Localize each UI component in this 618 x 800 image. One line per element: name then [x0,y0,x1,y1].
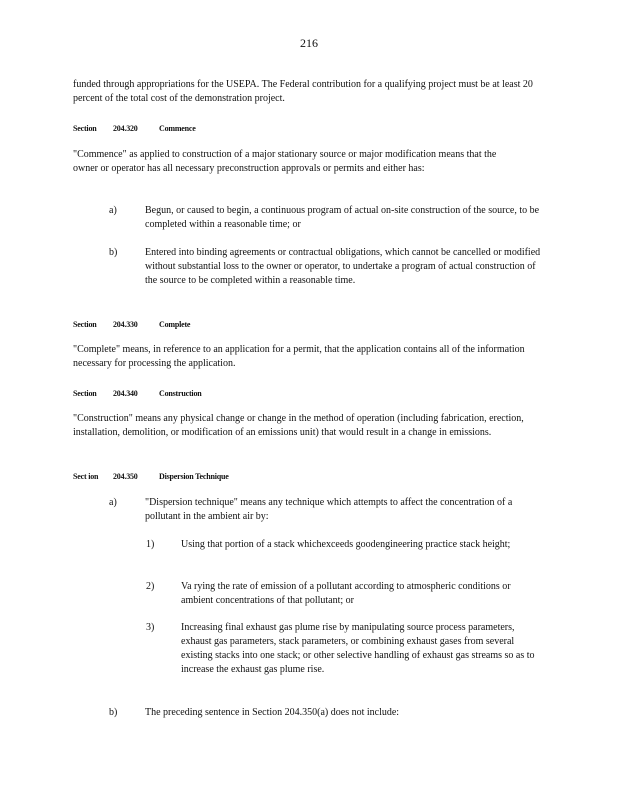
list-item-b [109,706,541,722]
intro-paragraph: funded through appropriations for the USEPA. The Federal contribution for a qualifying project must be at least 20 percent of the total cost of the demonstration project. [73,79,533,104]
section-label: Section [73,124,97,133]
section-number: 204.340 [113,389,138,398]
section-title: Commence [159,124,196,133]
list-item-b [109,246,541,304]
sublist-item-2 [146,580,541,610]
section-title: Complete [159,320,191,329]
section-label: Section [73,389,97,398]
definition-complete: "Complete" means, in reference to an application for a permit, that the application contains all of the information necessary for processing the application. [73,344,525,369]
section-heading-204-330 [73,318,190,332]
sublist-label: 2) [146,581,155,592]
list-label: b) [109,247,118,258]
section-title: Construction [159,389,202,398]
list-label: a) [109,497,117,508]
sublist-item-3 [146,621,541,693]
section-heading-204-320 [73,122,196,136]
list-label: b) [109,707,118,718]
list-label: a) [109,205,117,216]
section-label: Sect ion [73,472,99,481]
definition-construction: "Construction" means any physical change or change in the method of operation (including fabrication, erection, installation, demolition, or modification of an emissions unit) that would result in a change in emissions. [73,413,524,438]
list-text: Begun, or caused to begin, a continuous program of actual on-site construction of the source, to be completed within a reasonable time; or [145,205,540,230]
list-text: Entered into binding agreements or contractual obligations, which cannot be cancelled or modified without substantial loss to the owner or operator, to undertake a program of actual construction of the source to be completed within a reasonable time. [145,247,541,286]
sublist-text: Using that portion of a stack whichexceeds goodengineering practice stack height; [181,539,511,550]
sublist-text: Increasing final exhaust gas plume rise by manipulating source process parameters, exhaust gas parameters, stack parameters, or combining exhaust gases from several existing stacks into one stack; or other selective handling of exhaust gas streams so as to increase the exhaust gas plume rise. [181,622,535,675]
sublist-item-1 [146,538,541,568]
list-item-a [109,496,541,526]
sublist-label: 1) [146,539,155,550]
section-heading-204-340 [73,387,202,401]
section-number: 204.320 [113,124,138,133]
section-title: Dispersion Technique [159,472,229,481]
list-text: "Dispersion technique" means any technique which attempts to affect the concentration of a pollutant in the ambient air by: [145,497,513,522]
list-text: The preceding sentence in Section 204.350(a) does not include: [145,707,400,718]
sublist-label: 3) [146,622,155,633]
definition-commence: "Commence" as applied to construction of a major stationary source or major modification means that the owner or operator has all necessary preconstruction approvals or permits and either has: [73,149,497,174]
section-label: Section [73,320,97,329]
sublist-text: Va rying the rate of emission of a pollutant according to atmospheric conditions or ambient concentrations of that pollutant; or [181,581,511,606]
section-heading-204-350 [73,470,229,484]
page-number: 216 [300,36,318,50]
section-number: 204.330 [113,320,138,329]
section-number: 204.350 [113,472,138,481]
list-item-a [109,204,541,234]
